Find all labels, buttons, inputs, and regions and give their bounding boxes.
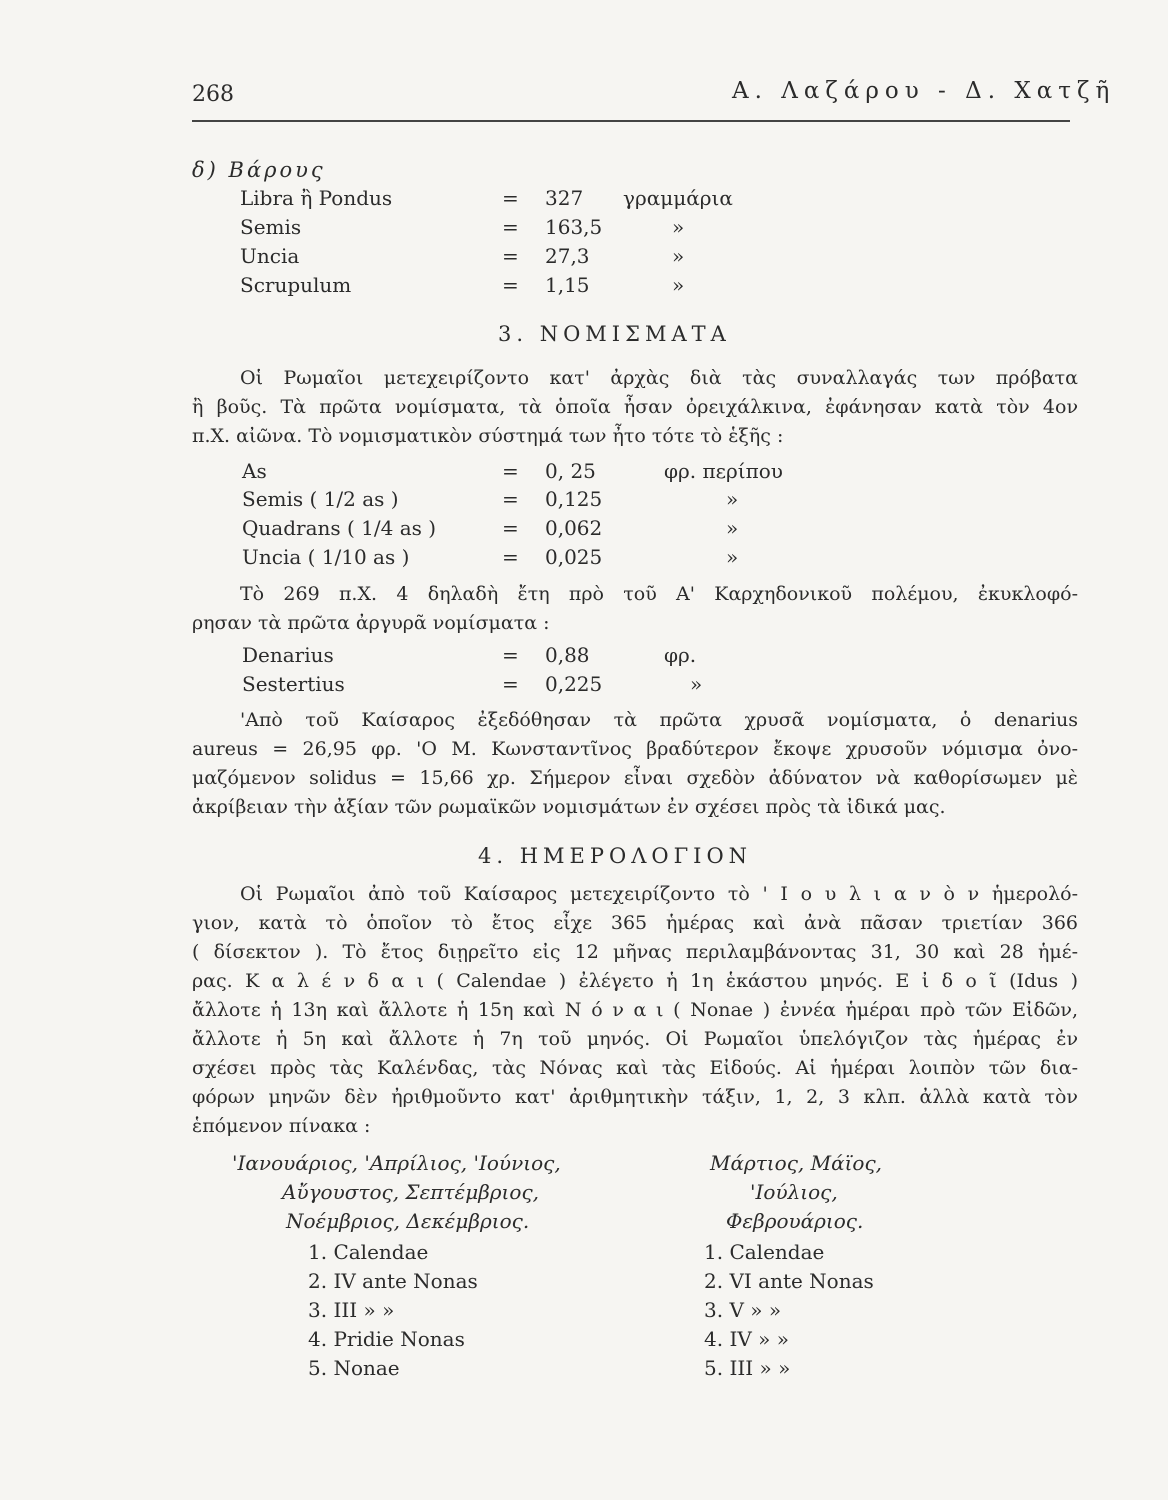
weight-value: 327: [545, 186, 584, 210]
right-day-item: 4. IV » »: [704, 1327, 789, 1351]
text-line: Οἱ Ρωμαῖοι ἀπὸ τοῦ Καίσαρος μετεχειρίζοντο τὸ ' Ι ο υ λ ι α ν ὸ ν ἡμερολό-: [240, 883, 1078, 905]
equals-sign: =: [502, 186, 519, 210]
coins-mid-paragraph: [192, 580, 1078, 638]
coin-unit: φρ. περίπου: [664, 459, 783, 483]
equals-sign: =: [502, 516, 519, 540]
calendar-paragraph: [192, 880, 1078, 1141]
text-line: ( δίσεκτον ). Τὸ ἔτος διῃρεῖτο εἰς 12 μῆνας περιλαμβάνοντας 31, 30 καὶ 28 ἡμέ-: [192, 941, 1078, 963]
weight-unit: »: [672, 244, 685, 268]
coin-value: 0,062: [545, 516, 603, 540]
equals-sign: =: [502, 643, 519, 667]
text-line: ρας. Κ α λ έ ν δ α ι ( Calendae ) ἐλέγετο ἡ 1η ἑκάστου μηνός. Ε ἰ δ ο ῖ (Idus ): [192, 970, 1078, 992]
coin-unit: »: [690, 672, 703, 696]
calendar-heading: 4. ΗΜΕΡΟΛΟΓΙΟΝ: [478, 844, 753, 868]
equals-sign: =: [502, 545, 519, 569]
text-line: ἄλλοτε ἡ 5η καὶ ἄλλοτε ἡ 7η τοῦ μηνός. Οἱ Ρωμαῖοι ὑπελόγιζον τὰς ἡμέρας ἐν: [192, 1028, 1078, 1050]
left-day-item: 4. Pridie Nonas: [308, 1327, 465, 1351]
coin-unit: »: [726, 516, 739, 540]
coin-value: 0,88: [545, 643, 590, 667]
right-months-line: Μάρτιος, Μάϊος,: [710, 1151, 883, 1175]
weight-unit: »: [672, 273, 685, 297]
right-day-item: 1. Calendae: [704, 1240, 825, 1264]
weight-unit: »: [672, 215, 685, 239]
coin-unit: »: [726, 487, 739, 511]
coin-name: Sestertius: [242, 672, 345, 696]
coin-name: Denarius: [242, 643, 334, 667]
coin-value: 0,025: [545, 545, 603, 569]
coin-name: As: [242, 459, 267, 483]
equals-sign: =: [502, 273, 519, 297]
right-months-line: Φεβρουάριος.: [726, 1209, 864, 1233]
header-rule: [192, 120, 1070, 122]
coins-heading: 3. ΝΟΜΙΣΜΑΤΑ: [498, 322, 731, 346]
right-day-item: 3. V » »: [704, 1298, 782, 1322]
left-months-line: Αὔγουστος, Σεπτέμβριος,: [282, 1180, 540, 1204]
coin-unit: »: [726, 545, 739, 569]
right-months-line: 'Ιούλιος,: [750, 1180, 838, 1204]
page-number: 268: [192, 82, 234, 107]
equals-sign: =: [502, 459, 519, 483]
coin-value: 0,225: [545, 672, 603, 696]
coin-value: 0,125: [545, 487, 603, 511]
text-line: 'Απὸ τοῦ Καίσαρος ἐξεδόθησαν τὰ πρῶτα χρυσᾶ νομίσματα, ὁ denarius: [240, 709, 1078, 731]
equals-sign: =: [502, 487, 519, 511]
left-day-item: 2. IV ante Nonas: [308, 1269, 478, 1293]
weight-value: 1,15: [545, 273, 590, 297]
text-line: μαζόμενον solidus = 15,66 χρ. Σήμερον εἶναι σχεδὸν ἀδύνατον νὰ καθορίσωμεν μὲ: [192, 767, 1078, 789]
left-day-item: 1. Calendae: [308, 1240, 429, 1264]
text-line: Τὸ 269 π.Χ. 4 δηλαδὴ ἔτη πρὸ τοῦ Α' Καρχηδονικοῦ πολέμου, ἐκυκλοφό-: [240, 583, 1078, 605]
left-months-line: 'Ιανουάριος, 'Απρίλιος, 'Ιούνιος,: [232, 1151, 561, 1175]
coin-name: Quadrans ( 1/4 as ): [242, 516, 437, 540]
text-line: ἄλλοτε ἡ 13η καὶ ἄλλοτε ἡ 15η καὶ Ν ό ν α ι ( Nonae ) ἐννέα ἡμέραι πρὸ τῶν Εἰδῶν,: [192, 999, 1078, 1021]
coin-name: Semis ( 1/2 as ): [242, 487, 399, 511]
text-line: ἑπόμενον πίνακα :: [192, 1115, 371, 1137]
coin-value: 0, 25: [545, 459, 596, 483]
weights-label: δ) Βάρους: [192, 158, 326, 182]
equals-sign: =: [502, 215, 519, 239]
text-line: π.Χ. αἰῶνα. Τὸ νομισματικὸν σύστημά των ἦτο τότε τὸ ἑξῆς :: [192, 425, 784, 447]
equals-sign: =: [502, 244, 519, 268]
weight-name: Semis: [240, 215, 302, 239]
equals-sign: =: [502, 672, 519, 696]
text-line: Οἱ Ρωμαῖοι μετεχειρίζοντο κατ' ἀρχὰς διὰ τὰς συναλλαγάς των πρόβατα: [240, 367, 1078, 389]
left-months-line: Νοέμβριος, Δεκέμβριος.: [286, 1209, 530, 1233]
running-header-authors: Α. Λαζάρου - Δ. Χατζῆ: [732, 78, 1116, 104]
weight-name: Libra ἢ Pondus: [240, 186, 393, 210]
text-line: φόρων μηνῶν δὲν ἠριθμοῦντο κατ' ἀριθμητικὴν τάξιν, 1, 2, 3 κλπ. ἀλλὰ κατὰ τὸν: [192, 1086, 1078, 1108]
right-day-item: 2. VI ante Nonas: [704, 1269, 874, 1293]
coins-closing-paragraph: [192, 706, 1078, 822]
text-line: ἢ βοῦς. Τὰ πρῶτα νομίσματα, τὰ ὁποῖα ἦσαν ὀρειχάλκινα, ἐφάνησαν κατὰ τὸν 4ον: [192, 396, 1078, 418]
weight-name: Scrupulum: [240, 273, 352, 297]
text-line: aureus = 26,95 φρ. 'Ο Μ. Κωνσταντῖνος βραδύτερον ἔκοψε χρυσοῦν νόμισμα ὀνο-: [192, 738, 1078, 760]
coins-intro-paragraph: [192, 364, 1078, 451]
text-line: ρησαν τὰ πρῶτα ἀργυρᾶ νομίσματα :: [192, 612, 550, 634]
left-day-item: 3. III » »: [308, 1298, 395, 1322]
coin-unit: φρ.: [664, 643, 697, 667]
weight-name: Uncia: [240, 244, 300, 268]
text-line: γιον, κατὰ τὸ ὁποῖον τὸ ἔτος εἶχε 365 ἡμέρας καὶ ἀνὰ πᾶσαν τριετίαν 366: [192, 912, 1078, 934]
weight-value: 27,3: [545, 244, 590, 268]
text-line: ἀκρίβειαν τὴν ἀξίαν τῶν ρωμαϊκῶν νομισμάτων ἐν σχέσει πρὸς τὰ ἰδικά μας.: [192, 796, 946, 818]
text-line: σχέσει πρὸς τὰς Καλένδας, τὰς Νόνας καὶ τὰς Εἰδούς. Αἱ ἡμέραι λοιπὸν τῶν δια-: [192, 1057, 1078, 1079]
left-day-item: 5. Nonae: [308, 1356, 400, 1380]
weight-value: 163,5: [545, 215, 603, 239]
right-day-item: 5. III » »: [704, 1356, 791, 1380]
weight-unit: γραμμάρια: [623, 186, 733, 210]
coin-name: Uncia ( 1/10 as ): [242, 545, 410, 569]
